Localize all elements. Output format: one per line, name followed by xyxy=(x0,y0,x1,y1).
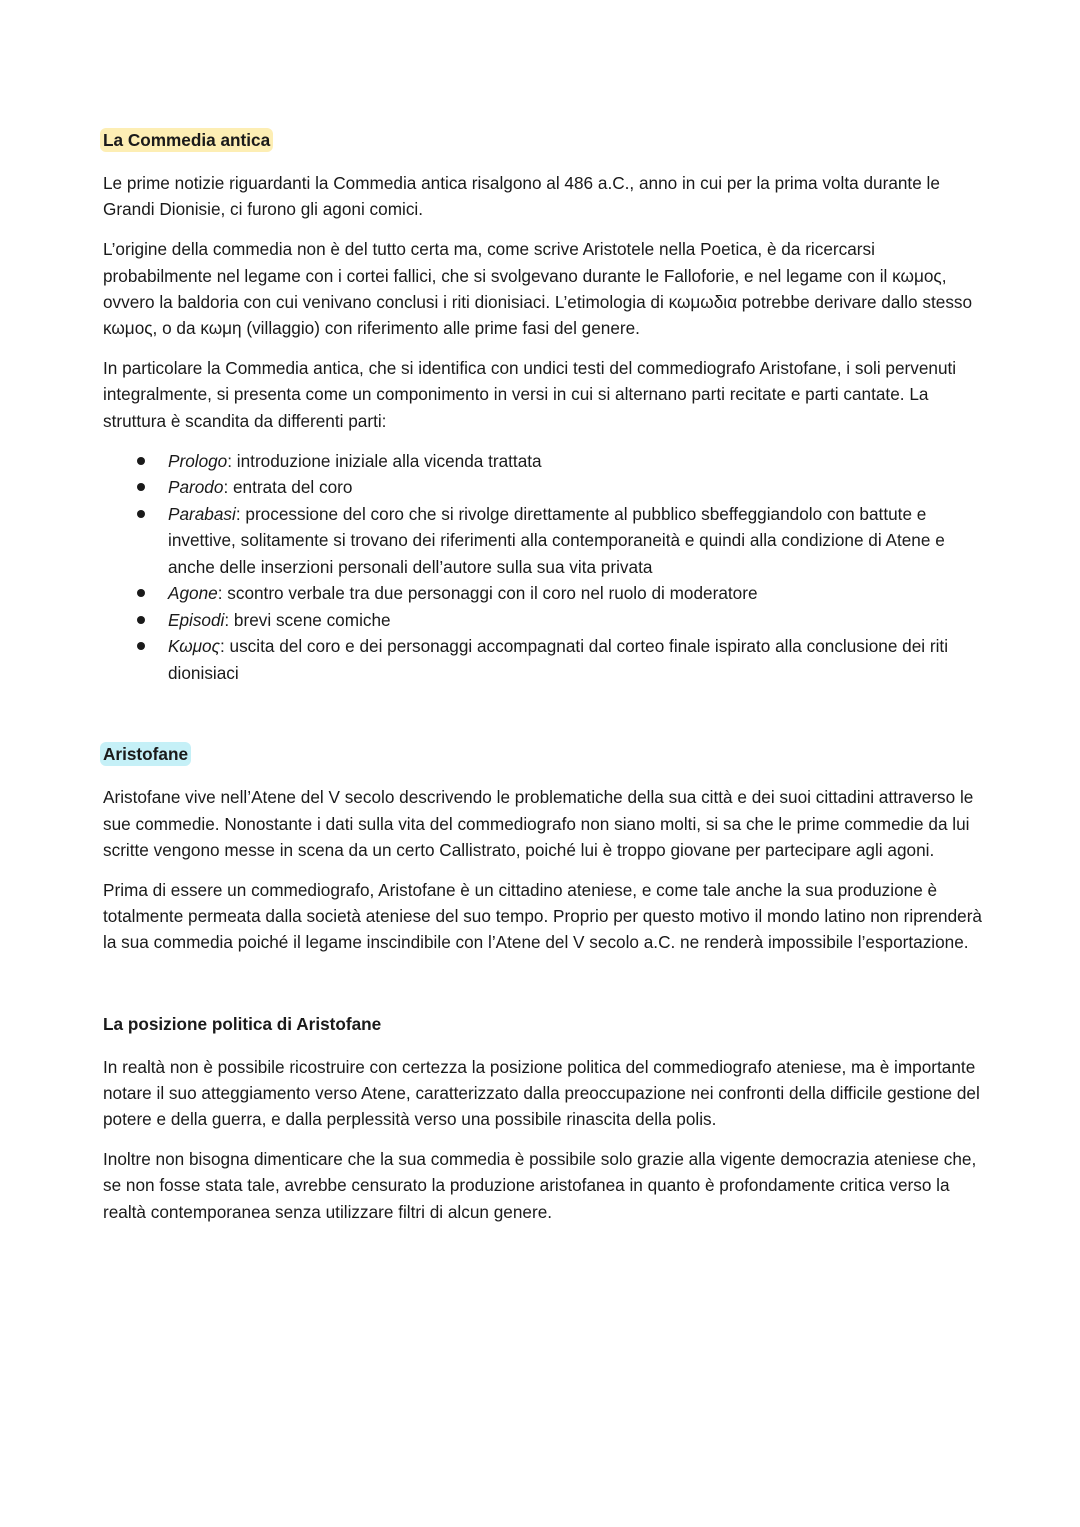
bullet-icon xyxy=(137,510,145,518)
bullet-icon xyxy=(137,457,145,465)
paragraph: Aristofane vive nell’Atene del V secolo descrivendo le problematiche della sua città e dei suoi cittadini attraverso le sue commedie. Nonostante i dati sulla vita del commediografo non siano molti, si sa che le prime commedie da lui scritte vengono messe in scena da un certo Callistrato, poiché lui è troppo giovane per partecipare agli agoni. xyxy=(103,787,974,860)
list-item xyxy=(103,580,983,607)
list-desc: : brevi scene comiche xyxy=(224,609,391,630)
list-desc: : introduzione iniziale alla vicenda trattata xyxy=(227,450,542,471)
list-term: Agone xyxy=(168,583,218,604)
list-desc: : uscita del coro e dei personaggi accompagnati dal corteo finale ispirato alla conclusione dei riti dionisiaci xyxy=(168,636,949,683)
paragraph: Inoltre non bisogna dimenticare che la sua commedia è possibile solo grazie alla vigente democrazia ateniese che, se non fosse stata tale, avrebbe censurato la produzione aristofanea in quanto è profondamente critica verso la realtà contemporanea senza utilizzare filtri di alcun genere. xyxy=(103,1149,977,1222)
list-term: Parabasi xyxy=(168,503,236,524)
bullet-icon xyxy=(137,483,145,491)
section-posizione-politica xyxy=(103,1012,983,1225)
list-item xyxy=(103,501,983,581)
list-item xyxy=(103,474,983,501)
paragraph: L’origine della commedia non è del tutto certa ma, come scrive Aristotele nella Poetica, è da ricercarsi probabilmente nel legame con i cortei fallici, che si svolgevano durante le Falloforie, e nel legame con il κωμος, ovvero la baldoria con cui venivano conclusi i riti dionisiaci. L’etimologia di κωμωδια potrebbe derivare dallo stesso κωμος, o da κωμη (villaggio) con riferimento alle prime fasi del genere. xyxy=(103,239,973,339)
document-content xyxy=(103,128,983,1225)
heading-posizione-politica: La posizione politica di Aristofane xyxy=(103,1013,382,1034)
heading-commedia-antica: La Commedia antica xyxy=(100,128,273,152)
list-desc: : processione del coro che si rivolge direttamente al pubblico sbeffeggiandolo con battute e invettive, solitamente si trovano dei riferimenti alla contemporaneità e quindi alla condizione di Atene e anche delle inserzioni personali dell’autore sulla sua vita privata xyxy=(168,503,945,577)
list-desc: : entrata del coro xyxy=(223,477,353,498)
list-term: Parodo xyxy=(168,477,224,498)
paragraph: In particolare la Commedia antica, che si identifica con undici testi del commediografo Aristofane, i soli pervenuti integralmente, si presenta come un componimento in versi in cui si alternano parti recitate e parti cantate. La struttura è scandita da differenti parti: xyxy=(103,358,957,431)
list-item xyxy=(103,633,983,686)
bullet-icon xyxy=(137,616,145,624)
list-desc: : scontro verbale tra due personaggi con il coro nel ruolo di moderatore xyxy=(217,583,758,604)
list-term: Episodi xyxy=(168,609,225,630)
section-aristofane xyxy=(103,742,983,955)
structure-list xyxy=(103,448,983,687)
bullet-icon xyxy=(137,642,145,650)
paragraph: Le prime notizie riguardanti la Commedia antica risalgono al 486 a.C., anno in cui per la prima volta durante le Grandi Dionisie, ci furono gli agoni comici. xyxy=(103,173,940,220)
list-term: Prologo xyxy=(168,450,228,471)
paragraph: In realtà non è possibile ricostruire con certezza la posizione politica del commediografo ateniese, ma è importante notare il suo atteggiamento verso Atene, caratterizzato dalla preoccupazione nei confronti della difficile gestione del potere e della guerra, e dalla perplessità verso una possibile rinascita della polis. xyxy=(103,1056,980,1129)
list-item xyxy=(103,607,983,634)
bullet-icon xyxy=(137,589,145,597)
list-item xyxy=(103,448,983,475)
list-term: Κωμος xyxy=(168,636,220,657)
section-commedia-antica xyxy=(103,128,983,686)
heading-aristofane: Aristofane xyxy=(100,742,191,766)
paragraph: Prima di essere un commediografo, Aristofane è un cittadino ateniese, e come tale anche la sua produzione è totalmente permeata dalla società ateniese del suo tempo. Proprio per questo motivo il mondo latino non riprenderà la sua commedia poiché il legame inscindibile con l’Atene del V secolo a.C. ne renderà impossibile l’esportazione. xyxy=(103,879,982,953)
